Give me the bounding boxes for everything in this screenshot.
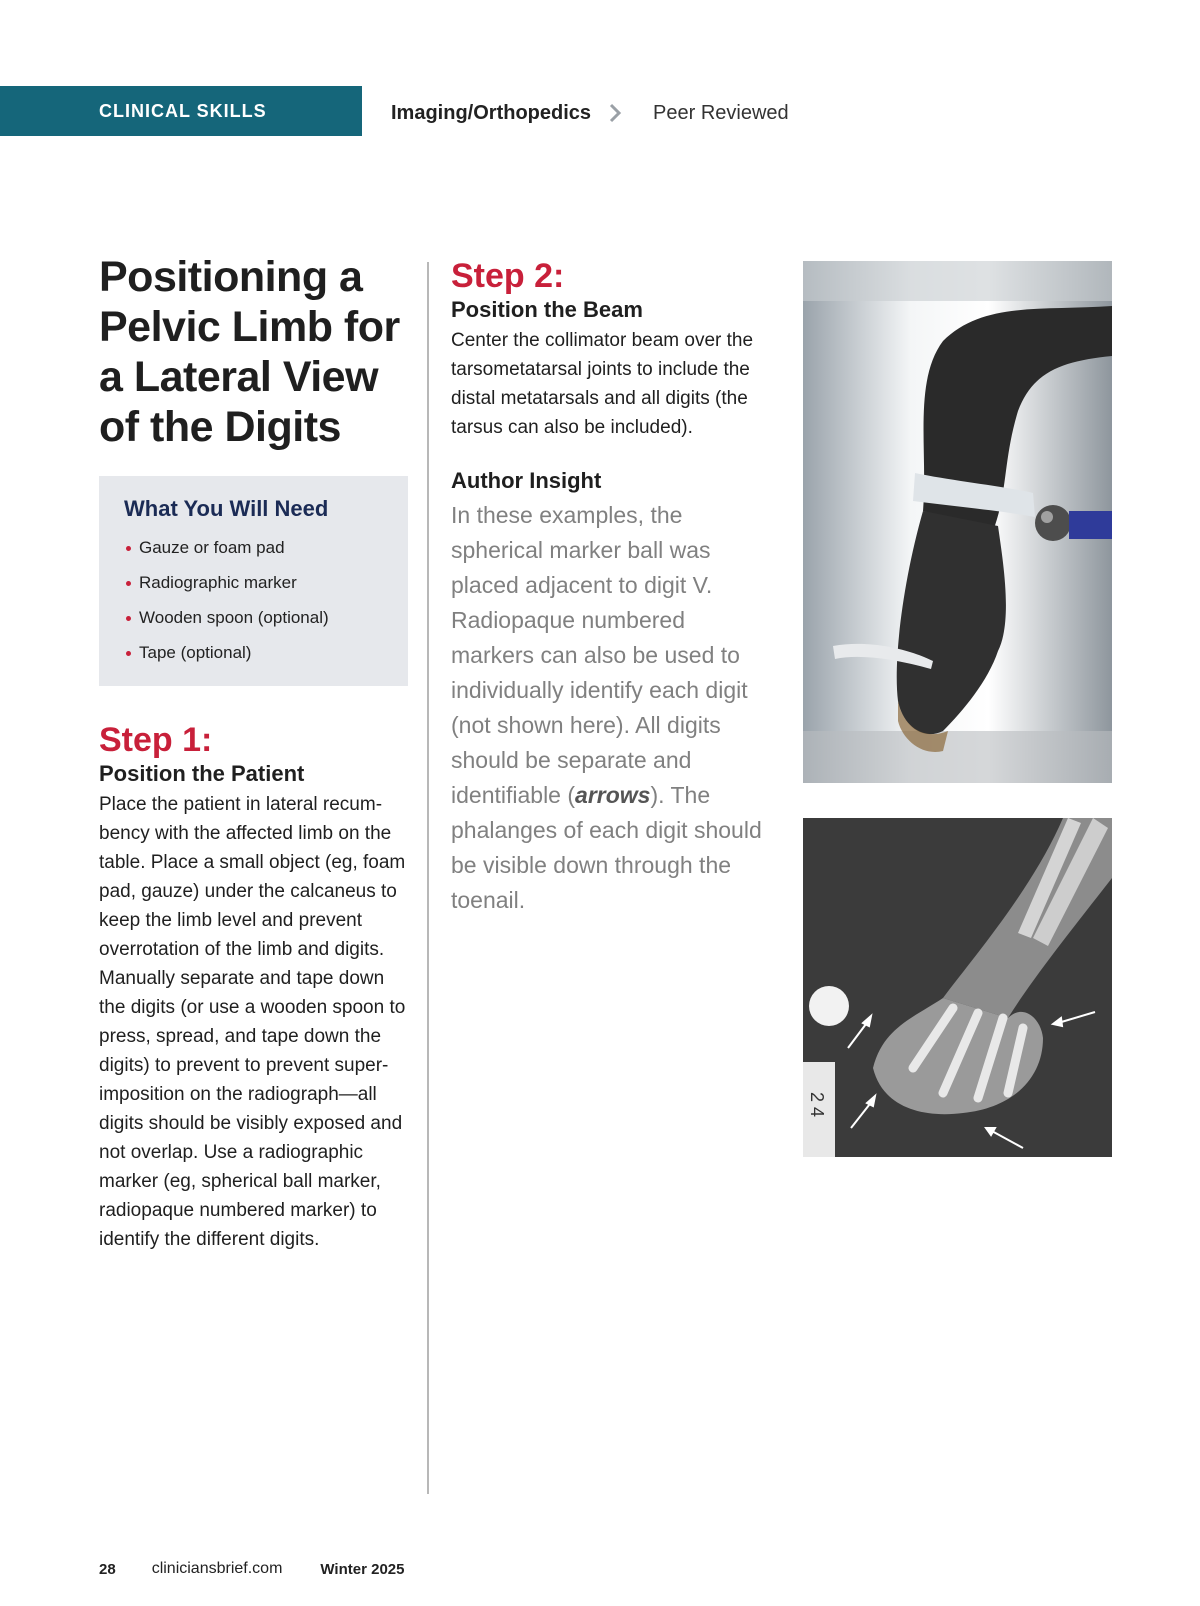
page-footer [99, 1560, 404, 1578]
needs-item-label: Tape (optional) [139, 643, 252, 662]
step-1 [99, 720, 411, 1254]
bullet-icon [126, 546, 131, 551]
bullet-icon [126, 651, 131, 656]
step-2-heading: Position the Beam [451, 297, 643, 322]
limb-photo-illustration [803, 261, 1112, 783]
positioning-photo [803, 261, 1112, 783]
needs-item [124, 569, 408, 604]
needs-item [124, 534, 408, 569]
svg-text:2 4: 2 4 [807, 1092, 827, 1118]
chevron-right-icon [607, 101, 641, 125]
breadcrumb-review-status: Peer Reviewed [653, 101, 789, 124]
needs-item-label: Wooden spoon (optional) [139, 608, 329, 627]
author-insight [451, 468, 763, 918]
step-2 [451, 256, 763, 442]
needs-heading: What You Will Need [124, 496, 329, 521]
needs-list [124, 534, 408, 674]
insight-text: ). The phalanges of each digit should be visible down through the toenail. [451, 782, 762, 913]
step-1-number: Step 1: [99, 721, 213, 759]
insight-emphasis: arrows [575, 782, 651, 808]
step-2-body: Center the collimator beam over the tarsometatarsal joints to include the distal metatarsals and all digits (the tarsus can also be included). [451, 330, 754, 438]
author-insight-body [451, 498, 763, 918]
section-tag: CLINICAL SKILLS [0, 86, 362, 136]
needs-item-label: Radiographic marker [139, 573, 297, 592]
radiograph-illustration [803, 818, 1112, 1157]
radiograph-image [803, 818, 1112, 1157]
bullet-icon [126, 616, 131, 621]
footer-issue: Winter 2025 [320, 1560, 405, 1578]
author-insight-heading: Author Insight [451, 468, 602, 493]
column-divider [427, 262, 429, 1494]
step-1-body: Place the patient in lateral recumbency with the affected limb on the table. Place a small object (eg, foam pad, gauze) under the calcaneus to keep the limb level and prevent overrotation of the limb and digits. Manually separate and tape down the digits (or use a wooden spoon to press, spread, and tape down the digits) to prevent to prevent superimposition on the radiograph—all digits should be visibly exposed and not overlap. Use a radiographic marker (eg, spherical ball marker, radiopaque numbered marker) to identify the different digits. [99, 794, 406, 1250]
needs-box [99, 476, 408, 686]
page-number: 28 [99, 1560, 116, 1578]
step-2-number: Step 2: [451, 257, 565, 295]
insight-text: In these examples, the spherical marker ball was placed adjacent to digit V. Radiopaque numbered markers can also be used to individually identify each digit (not shown here). All digits should be separate and identifiable ( [451, 502, 748, 808]
step-1-heading: Position the Patient [99, 761, 305, 786]
needs-item-label: Gauze or foam pad [139, 538, 285, 557]
breadcrumb [391, 99, 789, 127]
bullet-icon [126, 581, 131, 586]
needs-item [124, 604, 408, 639]
breadcrumb-category: Imaging/Orthopedics [391, 101, 592, 124]
article-title: Positioning a Pelvic Limb for a Lateral View of the Digits [99, 253, 400, 451]
footer-site: cliniciansbrief.com [151, 1560, 283, 1577]
needs-item [124, 639, 408, 674]
